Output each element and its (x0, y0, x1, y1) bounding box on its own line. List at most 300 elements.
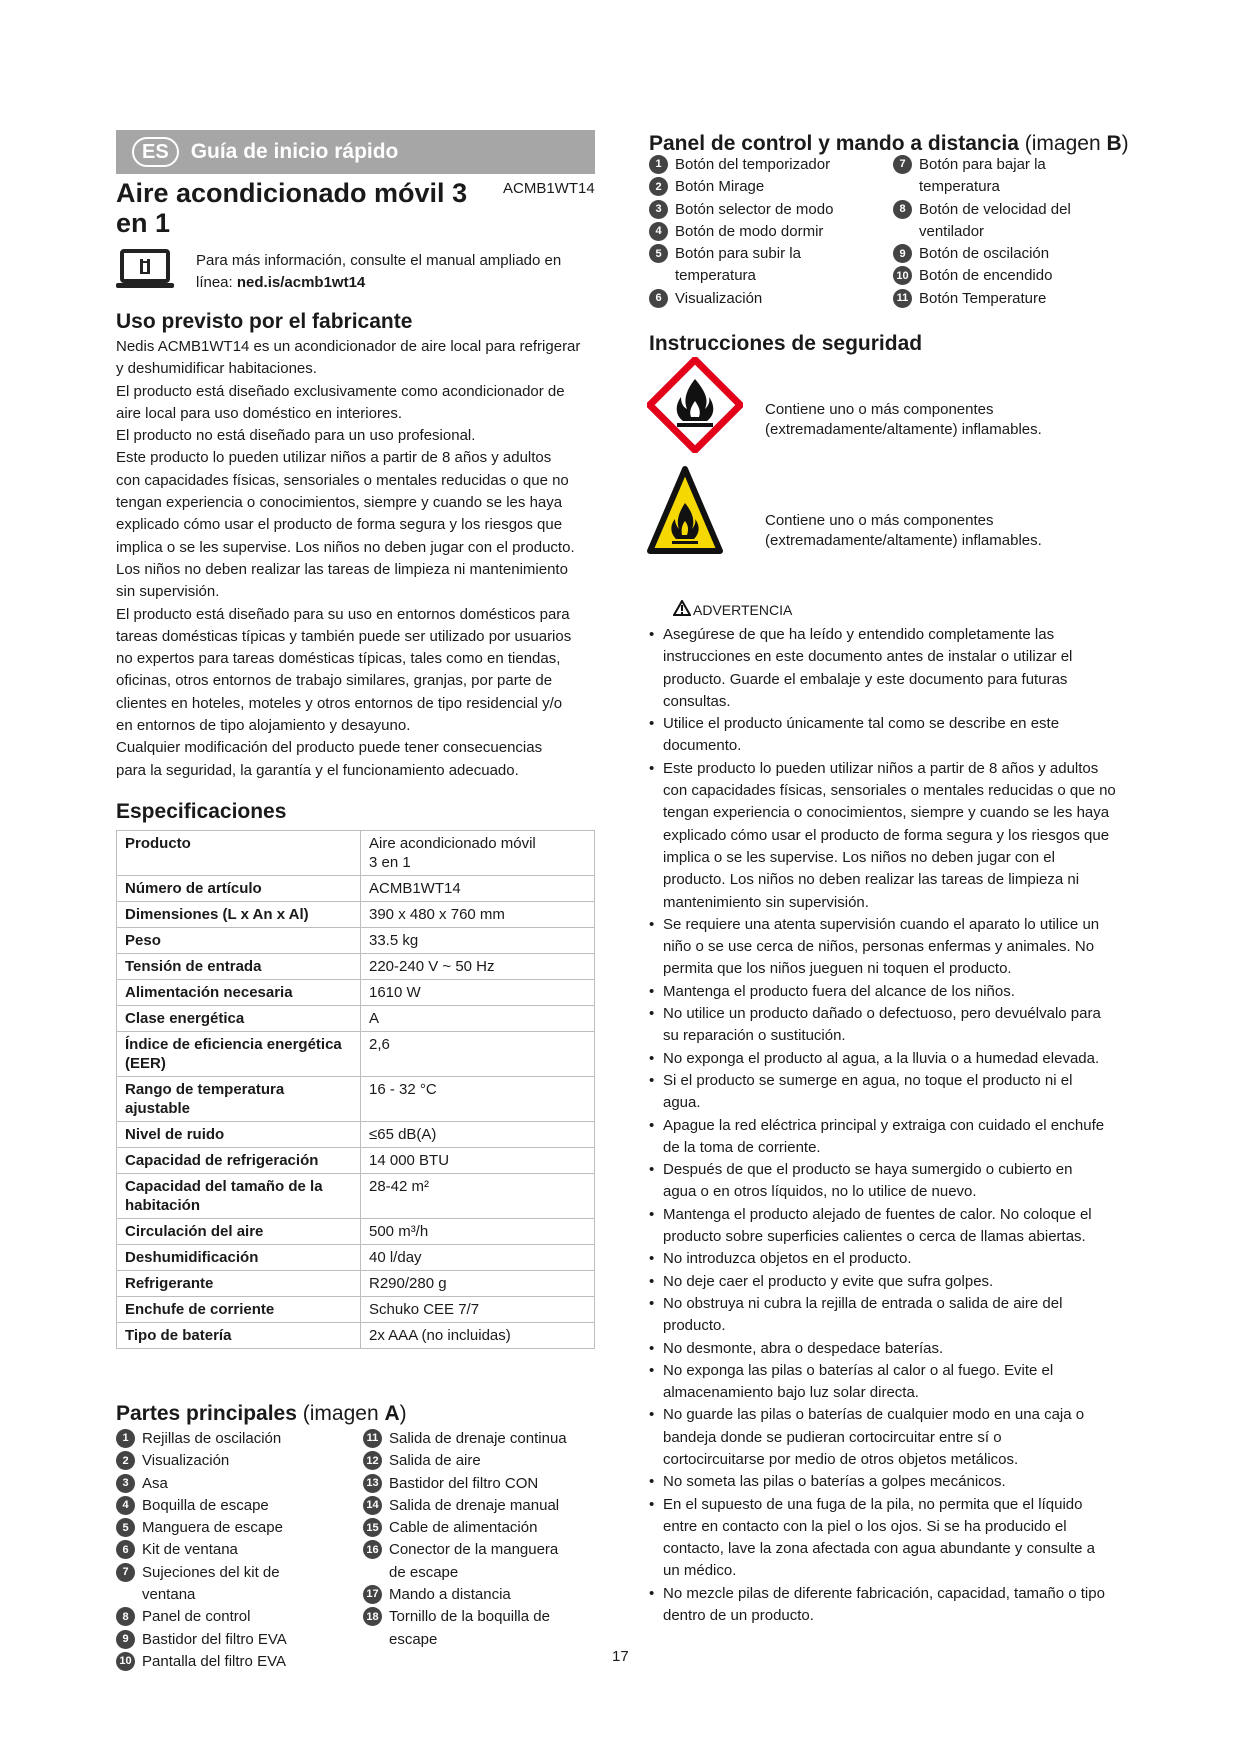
intended-use-line: aire local para uso doméstico en interiores. (116, 404, 402, 422)
warning-item (649, 1404, 1129, 1471)
warning-line: agua o en otros líquidos, no lo utilice de nuevo. (663, 1183, 977, 1201)
symbol1-line1: Contiene uno o más componentes (765, 401, 994, 418)
part-item (363, 1517, 603, 1539)
specs-table (116, 830, 595, 1349)
warning-item (649, 914, 1129, 981)
part-label: Bastidor del filtro CON (389, 1474, 539, 1492)
part-item (893, 199, 1133, 221)
control-panel-title: Panel de control y mando a distancia (649, 132, 1019, 155)
part-label: Kit de ventana (142, 1541, 238, 1559)
warning-item (649, 1204, 1129, 1249)
spec-row (117, 1245, 595, 1271)
spec-label: Enchufe de corriente (125, 1301, 275, 1318)
warning-line: contacto, lave la zona afectada con agua abundante y consulte a (663, 1540, 1095, 1558)
intended-use-heading: Uso previsto por el fabricante (116, 310, 413, 333)
part-item (649, 288, 889, 310)
symbol2-line2: (extremadamente/altamente) inflamables. (765, 532, 1042, 549)
spec-value: ≤65 dB(A) (369, 1126, 437, 1143)
part-label: Asa (142, 1474, 168, 1492)
spec-label: Capacidad del tamaño de la habitación (125, 1178, 323, 1214)
number-badge-icon: 14 (363, 1496, 382, 1515)
language-badge: ES (132, 137, 179, 167)
main-parts-suffix-end: ) (399, 1402, 407, 1425)
spec-label-cell (117, 980, 361, 1006)
part-text (675, 243, 801, 265)
part-text (142, 1651, 286, 1673)
info-prefix: línea: (196, 274, 237, 292)
main-parts-title: Partes principales (116, 1402, 297, 1425)
part-item (363, 1428, 603, 1450)
intended-use-line: para la seguridad, la garantía y el funcionamiento adecuado. (116, 761, 519, 779)
warning-line: agua. (663, 1094, 701, 1112)
spec-label: Peso (125, 932, 161, 949)
spec-value-cell (361, 1122, 595, 1148)
part-item (649, 221, 889, 243)
part-label: Botón Mirage (675, 178, 765, 196)
part-text (675, 154, 830, 176)
part-text (389, 1584, 511, 1606)
part-item (116, 1629, 356, 1651)
control-panel-heading (649, 132, 1129, 156)
spec-label: Clase energética (125, 1010, 245, 1027)
part-label: Salida de aire (389, 1452, 481, 1470)
intended-use-line: sin supervisión. (116, 583, 220, 601)
warning-label (673, 600, 792, 619)
warning-item (649, 1338, 1129, 1360)
warning-line: • No exponga las pilas o baterías al calor o al fuego. Evite el (663, 1361, 1054, 1379)
spec-label-cell (117, 1174, 361, 1219)
intended-use-line: Cualquier modificación del producto puede tener consecuencias (116, 739, 543, 757)
spec-label: Deshumidificación (125, 1249, 259, 1266)
number-badge-icon: 7 (893, 155, 912, 174)
part-text (142, 1495, 269, 1517)
spec-value-cell (361, 1077, 595, 1122)
intended-use-line: clientes en hoteles, moteles y otros entornos de tipo residencial y/o (116, 694, 563, 712)
spec-label: Circulación del aire (125, 1223, 264, 1240)
manual-laptop-icon (116, 248, 174, 292)
intended-use-line: explicado cómo usar el producto de forma segura y los riesgos que (116, 516, 563, 534)
spec-value-cell (361, 876, 595, 902)
part-text (675, 176, 764, 198)
spec-label-cell (117, 1077, 361, 1122)
spec-value: 390 x 480 x 760 mm (369, 906, 505, 923)
warning-line: • Si el producto se sumerge en agua, no toque el producto ni el (663, 1071, 1073, 1089)
control-panel-col1 (649, 154, 889, 310)
part-item (116, 1495, 356, 1517)
spec-value-cell (361, 1032, 595, 1077)
spec-label-cell (117, 1032, 361, 1077)
part-text (142, 1473, 168, 1495)
part-item (116, 1450, 356, 1472)
part-item (116, 1539, 356, 1561)
spec-value: 14 000 BTU (369, 1152, 450, 1169)
number-badge-icon: 11 (893, 289, 912, 308)
main-parts-heading (116, 1402, 407, 1426)
part-label-cont: ventana (142, 1586, 196, 1604)
warning-triangle-icon (673, 600, 691, 619)
part-item (116, 1428, 356, 1450)
warning-item (649, 758, 1129, 914)
number-badge-icon: 3 (116, 1474, 135, 1493)
warning-line: bandeja donde se pudieran cortocircuitar entre sí o (663, 1428, 1002, 1446)
info-text (196, 250, 561, 295)
part-text (389, 1539, 558, 1561)
part-label-cont: ventilador (919, 222, 985, 240)
part-label: Conector de la manguera (389, 1541, 559, 1559)
part-label: Botón del temporizador (675, 156, 831, 173)
part-item (363, 1495, 603, 1517)
part-item (363, 1606, 603, 1628)
number-badge-icon: 2 (649, 177, 668, 196)
part-label: Botón para subir la (675, 245, 801, 263)
intended-use-line: tareas domésticas típicas y también puede ser utilizado por usuarios (116, 627, 572, 645)
symbol1-text (765, 400, 1042, 440)
warning-line: • Utilice el producto únicamente tal como se describe en este (663, 715, 1060, 733)
intended-use-line: El producto está diseñado exclusivamente como acondicionador de (116, 382, 565, 400)
spec-value-cell (361, 1297, 595, 1323)
spec-label-cell (117, 1006, 361, 1032)
warning-item (649, 1248, 1129, 1270)
spec-label: Número de artículo (125, 880, 262, 897)
spec-label-cell (117, 902, 361, 928)
warning-line: cortocircuitarse por medio de otros objetos metálicos. (663, 1450, 1019, 1468)
part-text (675, 288, 762, 310)
control-panel-suffix: (imagen (1018, 132, 1107, 155)
number-badge-icon: 3 (649, 200, 668, 219)
control-panel-suffix-end: ) (1121, 132, 1129, 155)
warning-line: un médico. (663, 1562, 737, 1580)
safety-heading: Instrucciones de seguridad (649, 332, 923, 355)
part-item (363, 1473, 603, 1495)
part-item (116, 1651, 356, 1673)
part-text (142, 1517, 283, 1539)
spec-value-cell (361, 1148, 595, 1174)
ghs-flammable-icon (647, 357, 743, 453)
part-label: Botón Temperature (919, 289, 1047, 307)
warning-item (649, 1583, 1129, 1628)
warning-item (649, 1003, 1129, 1048)
part-text (142, 1428, 281, 1450)
part-item (893, 288, 1133, 310)
spec-label: Tipo de batería (125, 1327, 232, 1344)
product-title-line1: Aire acondicionado móvil 3 (116, 178, 468, 208)
part-item (116, 1562, 356, 1584)
product-title-line2: en 1 (116, 208, 171, 238)
part-text (142, 1606, 250, 1628)
spec-label-cell (117, 1148, 361, 1174)
number-badge-icon: 11 (363, 1429, 382, 1448)
part-label: Botón de oscilación (919, 245, 1050, 263)
warning-line: • Mantenga el producto alejado de fuentes de calor. No coloque el (663, 1205, 1092, 1223)
part-text (142, 1562, 280, 1584)
number-badge-icon: 4 (116, 1496, 135, 1515)
intended-use-line: Nedis ACMB1WT14 es un acondicionador de aire local para refrigerar (116, 338, 581, 355)
spec-row (117, 1032, 595, 1077)
part-text (389, 1428, 567, 1450)
spec-value-cell (361, 1174, 595, 1219)
flammable-warning-triangle-icon (647, 463, 723, 559)
warning-line: consultas. (663, 692, 731, 710)
intended-use-line: El producto no está diseñado para un uso profesional. (116, 427, 476, 445)
part-label-cont: de escape (389, 1563, 459, 1581)
spec-row (117, 1077, 595, 1122)
number-badge-icon: 10 (893, 266, 912, 285)
intended-use-line: implica o se les supervise. Los niños no deben jugar con el producto. (116, 538, 575, 556)
part-text (919, 199, 1071, 221)
part-text (389, 1495, 559, 1517)
spec-row (117, 831, 595, 876)
part-label: Salida de drenaje continua (389, 1430, 567, 1447)
part-item (649, 154, 889, 176)
number-badge-icon: 10 (116, 1652, 135, 1671)
part-label: Botón para bajar la (919, 156, 1046, 173)
part-text (919, 288, 1046, 310)
intended-use-line: Este producto lo pueden utilizar niños a partir de 8 años y adultos (116, 449, 552, 467)
warning-line: • No introduzca objetos en el producto. (663, 1250, 912, 1268)
spec-value-cell (361, 980, 595, 1006)
part-item (116, 1517, 356, 1539)
part-item (649, 243, 889, 265)
intended-use-line: El producto está diseñado para su uso en entornos domésticos para (116, 605, 570, 623)
part-label: Botón de encendido (919, 267, 1053, 285)
warning-label-text: ADVERTENCIA (693, 601, 793, 618)
part-label: Pantalla del filtro EVA (142, 1652, 286, 1670)
number-badge-icon: 17 (363, 1585, 382, 1604)
warning-item (649, 1070, 1129, 1115)
number-badge-icon: 9 (116, 1630, 135, 1649)
spec-label-cell (117, 1219, 361, 1245)
part-item (893, 154, 1133, 176)
spec-value: Schuko CEE 7/7 (369, 1301, 480, 1318)
spec-value: 2,6 (369, 1036, 390, 1053)
number-badge-icon: 8 (116, 1607, 135, 1626)
part-label: Mando a distancia (389, 1586, 511, 1604)
spec-row (117, 1006, 595, 1032)
number-badge-icon: 9 (893, 244, 912, 263)
warning-line: explicado cómo usar el producto de forma segura y los riesgos que (663, 826, 1110, 844)
warning-line: • No deje caer el producto y evite que sufra golpes. (663, 1272, 994, 1290)
part-label: Visualización (142, 1452, 230, 1470)
number-badge-icon: 13 (363, 1474, 382, 1493)
spec-label-cell (117, 928, 361, 954)
warning-line: • Mantenga el producto fuera del alcance de los niños. (663, 982, 1015, 1000)
number-badge-icon: 7 (116, 1563, 135, 1582)
warning-line: • No someta las pilas o baterías a golpes mecánicos. (663, 1473, 1006, 1491)
spec-value: ACMB1WT14 (369, 880, 461, 897)
spec-label-cell (117, 1297, 361, 1323)
part-label: Rejillas de oscilación (142, 1430, 282, 1447)
sku: ACMB1WT14 (503, 180, 595, 197)
number-badge-icon: 8 (893, 200, 912, 219)
spec-value-cell (361, 831, 595, 876)
warning-line: producto. Los niños no deben realizar las tareas de limpieza ni (663, 871, 1080, 889)
warning-line: • Se requiere una atenta supervisión cuando el aparato lo utilice un (663, 915, 1100, 933)
spec-value-cell (361, 1323, 595, 1349)
number-badge-icon: 6 (116, 1540, 135, 1559)
warning-item (649, 1115, 1129, 1160)
warning-line: • Apague la red eléctrica principal y extraiga con cuidado el enchufe (663, 1116, 1105, 1134)
spec-label-cell (117, 876, 361, 902)
spec-value-cell (361, 902, 595, 928)
warning-line: • No mezcle pilas de diferente fabricación, capacidad, tamaño o tipo (663, 1584, 1105, 1602)
main-parts-letter: A (384, 1402, 400, 1425)
spec-value: 33.5 kg (369, 932, 419, 949)
spec-row (117, 1219, 595, 1245)
warning-line: • No utilice un producto dañado o defectuoso, pero devuélvalo para (663, 1005, 1101, 1023)
warning-item (649, 1048, 1129, 1070)
warning-line: almacenamiento bajo luz solar directa. (663, 1384, 919, 1402)
part-label: Botón de velocidad del (919, 200, 1071, 218)
part-text (389, 1606, 550, 1628)
spec-row (117, 1297, 595, 1323)
part-item (116, 1606, 356, 1628)
part-item (116, 1473, 356, 1495)
spec-label: Tensión de entrada (125, 958, 262, 975)
warning-line: tengan experiencia o conocimientos, siempre y cuando se les haya (663, 804, 1110, 822)
warning-line: • Este producto lo pueden utilizar niños a partir de 8 años y adultos (663, 759, 1099, 777)
part-label: Boquilla de escape (142, 1496, 269, 1514)
part-label: Salida de drenaje manual (389, 1496, 560, 1514)
number-badge-icon: 16 (363, 1540, 382, 1559)
warning-item (649, 1271, 1129, 1293)
part-text (675, 199, 833, 221)
spec-row (117, 1323, 595, 1349)
spec-label-cell (117, 954, 361, 980)
header-banner (116, 130, 595, 174)
spec-value-cell (361, 954, 595, 980)
part-text (675, 221, 823, 243)
warning-line: • No guarde las pilas o baterías de cualquier modo en una caja o (663, 1406, 1085, 1424)
spec-value: Aire acondicionado móvil (369, 835, 536, 852)
spec-value: 2x AAA (no incluidas) (369, 1327, 511, 1344)
part-label-cont: temperatura (919, 178, 1000, 196)
spec-value-cell (361, 1271, 595, 1297)
warning-line: producto. (663, 1317, 726, 1335)
spec-label: Dimensiones (L x An x Al) (125, 906, 309, 923)
warning-line: dentro de un producto. (663, 1607, 814, 1625)
number-badge-icon: 1 (116, 1429, 135, 1448)
spec-value-cell (361, 1006, 595, 1032)
warning-line: documento. (663, 737, 742, 755)
part-text (142, 1539, 238, 1561)
part-label: Visualización (675, 289, 763, 307)
spec-row (117, 1174, 595, 1219)
control-panel-col2 (893, 154, 1133, 310)
warning-line: implica o se les supervise. Los niños no deben jugar con el (663, 848, 1055, 866)
spec-value-cell (361, 1219, 595, 1245)
control-panel-letter: B (1106, 132, 1122, 155)
spec-value: 500 m³/h (369, 1223, 429, 1240)
number-badge-icon: 2 (116, 1451, 135, 1470)
spec-row (117, 902, 595, 928)
spec-label: Capacidad de refrigeración (125, 1152, 319, 1169)
intended-use-line: en entornos de tipo alojamiento y desayuno. (116, 717, 411, 735)
part-label-cont: temperatura (675, 267, 756, 285)
warning-line: su reparación o sustitución. (663, 1027, 846, 1045)
part-label-cont: escape (389, 1630, 438, 1648)
part-item (649, 199, 889, 221)
spec-row (117, 980, 595, 1006)
part-text (919, 154, 1046, 176)
intended-use-text (116, 336, 606, 782)
number-badge-icon: 12 (363, 1451, 382, 1470)
spec-row (117, 876, 595, 902)
part-label: Botón selector de modo (675, 200, 834, 218)
manual-link[interactable]: ned.is/acmb1wt14 (236, 274, 366, 292)
spec-row (117, 1122, 595, 1148)
warning-line: con capacidades físicas, sensoriales o mentales reducidas o que no (663, 782, 1116, 800)
warning-list (649, 624, 1129, 1627)
number-badge-icon: 15 (363, 1518, 382, 1537)
warning-line: • No obstruya ni cubra la rejilla de entrada o salida de aire del (663, 1294, 1063, 1312)
spec-value: 1610 W (369, 984, 421, 1001)
spec-value: A (369, 1010, 380, 1027)
spec-row (117, 1148, 595, 1174)
part-item (893, 265, 1133, 287)
info-line1: Para más información, consulte el manual ampliado en (196, 252, 562, 269)
intended-use-line: oficinas, otros entornos de trabajo similares, granjas, por parte de (116, 672, 553, 690)
part-text (142, 1629, 287, 1651)
spec-label: Rango de temperatura ajustable (125, 1081, 285, 1117)
part-label: Panel de control (142, 1608, 251, 1626)
warning-line: entre en contacto con la piel o los ojos. Si se ha producido el (663, 1517, 1067, 1535)
intended-use-line: no expertos para tareas domésticas típicas, tales como en tiendas, (116, 650, 561, 668)
warning-line: permita que los niños jueguen ni toquen el producto. (663, 960, 1012, 978)
part-text (919, 265, 1052, 287)
intended-use-line: Los niños no deben realizar las tareas de limpieza ni mantenimiento (116, 560, 568, 578)
part-item (893, 243, 1133, 265)
warning-item (649, 1494, 1129, 1583)
warning-line: producto. Guarde el embalaje y este documento para futuras (663, 670, 1068, 688)
part-label: Tornillo de la boquilla de (389, 1608, 550, 1626)
spec-row (117, 954, 595, 980)
part-item (649, 176, 889, 198)
number-badge-icon: 6 (649, 289, 668, 308)
warning-item (649, 1293, 1129, 1338)
warning-item (649, 981, 1129, 1003)
spec-label: Alimentación necesaria (125, 984, 293, 1001)
number-badge-icon: 5 (649, 244, 668, 263)
spec-value-cell (361, 1245, 595, 1271)
part-label: Sujeciones del kit de (142, 1563, 280, 1581)
spec-label: Producto (125, 835, 191, 852)
number-badge-icon: 5 (116, 1518, 135, 1537)
main-parts-col2 (363, 1428, 603, 1651)
banner-title: Guía de inicio rápido (190, 140, 399, 163)
warning-line: de la toma de corriente. (663, 1138, 821, 1156)
spec-row (117, 928, 595, 954)
warning-line: niño o se use cerca de niños, personas enfermas y animales. No (663, 938, 1095, 956)
warning-line: • Asegúrese de que ha leído y entendido completamente las (663, 626, 1055, 643)
spec-label-cell (117, 1271, 361, 1297)
main-parts-suffix: (imagen (296, 1402, 385, 1425)
spec-value: R290/280 g (369, 1275, 447, 1292)
warning-item (649, 1360, 1129, 1405)
spec-value: 40 l/day (369, 1249, 422, 1266)
spec-value: 16 - 32 °C (369, 1081, 437, 1098)
spec-label: Índice de eficiencia energética (EER) (125, 1036, 342, 1072)
warning-line: • No exponga el producto al agua, a la lluvia o a humedad elevada. (663, 1049, 1100, 1067)
symbol2-text (765, 511, 1042, 551)
warning-line: instrucciones en este documento antes de instalar o utilizar el (663, 648, 1073, 666)
warning-line: producto sobre superficies calientes o cerca de llamas abiertas. (663, 1228, 1086, 1246)
number-badge-icon: 18 (363, 1607, 382, 1626)
warning-line: mantenimiento sin supervisión. (663, 893, 869, 911)
part-text (389, 1517, 537, 1539)
part-text (389, 1473, 538, 1495)
part-label: Manguera de escape (142, 1519, 283, 1537)
spec-label-cell (117, 1323, 361, 1349)
